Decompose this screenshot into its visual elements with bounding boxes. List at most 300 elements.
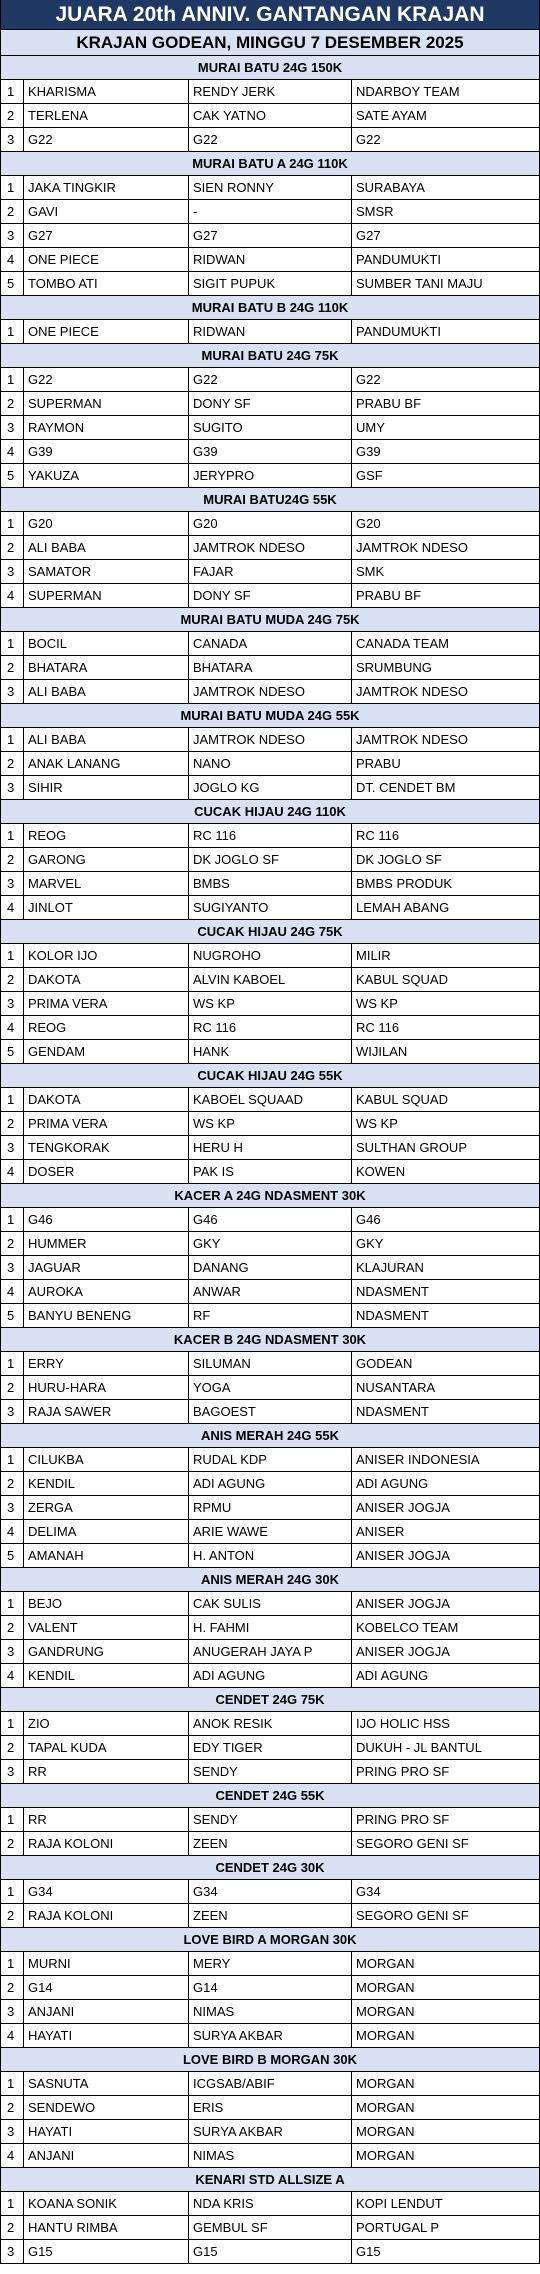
class-list	[1, 56, 539, 2264]
team-cell: SEGORO GENI SF	[356, 1836, 469, 1851]
bird-name-cell: DOSER	[24, 1160, 189, 1183]
bird-name-cell: MURNI	[24, 1952, 189, 1975]
class-header: LOVE BIRD B MORGAN 30K	[1, 2048, 539, 2072]
rank-cell: 3	[1, 2000, 24, 2023]
owner-cell: GKY	[189, 1232, 352, 1255]
team-cell: RC 116	[356, 828, 400, 843]
owner-cell: SUGIYANTO	[189, 896, 352, 919]
owner-cell: G20	[189, 512, 352, 535]
owner-cell: ARIE WAWE	[189, 1520, 352, 1543]
owner-cell: ZEEN	[189, 1904, 352, 1927]
team-cell: SRUMBUNG	[356, 660, 432, 675]
class-header: CENDET 24G 55K	[1, 1784, 539, 1808]
bird-name-cell: BEJO	[24, 1592, 189, 1615]
table-row	[1, 752, 539, 776]
team-cell: NDARBOY TEAM	[356, 84, 460, 99]
rank-cell: 4	[1, 1160, 24, 1183]
bird-name-cell: GARONG	[24, 848, 189, 871]
rank-cell: 3	[1, 776, 24, 799]
class-header: CENDET 24G 75K	[1, 1688, 539, 1712]
owner-cell: YOGA	[189, 1376, 352, 1399]
team-cell: MORGAN	[356, 2124, 415, 2139]
table-row	[1, 2144, 539, 2168]
rank-cell: 2	[1, 752, 24, 775]
table-row	[1, 1376, 539, 1400]
owner-cell: G46	[189, 1208, 352, 1231]
table-row	[1, 1040, 539, 1064]
rank-cell: 4	[1, 1664, 24, 1687]
team-cell: DUKUH - JL BANTUL	[356, 1740, 482, 1755]
rank-cell: 3	[1, 1760, 24, 1783]
table-row	[1, 1592, 539, 1616]
table-row	[1, 1736, 539, 1760]
class-header: MURAI BATU 24G 75K	[1, 344, 539, 368]
owner-cell: JAMTROK NDESO	[189, 536, 352, 559]
owner-cell: ADI AGUNG	[189, 1472, 352, 1495]
table-row	[1, 1256, 539, 1280]
bird-name-cell: ALI BABA	[24, 728, 189, 751]
table-row	[1, 680, 539, 704]
bird-name-cell: JINLOT	[24, 896, 189, 919]
team-cell: PANDUMUKTI	[356, 252, 441, 267]
rank-cell: 4	[1, 584, 24, 607]
team-cell: NDASMENT	[356, 1284, 429, 1299]
bird-name-cell: VALENT	[24, 1616, 189, 1639]
bird-name-cell: G22	[24, 368, 189, 391]
team-cell: NDASMENT	[356, 1404, 429, 1419]
owner-cell: RF	[189, 1304, 352, 1327]
table-row	[1, 248, 539, 272]
team-cell: NUSANTARA	[356, 1380, 436, 1395]
class-header: CUCAK HIJAU 24G 75K	[1, 920, 539, 944]
team-cell: G27	[356, 228, 381, 243]
bird-name-cell: JAGUAR	[24, 1256, 189, 1279]
owner-cell: BHATARA	[189, 656, 352, 679]
bird-name-cell: KENDIL	[24, 1472, 189, 1495]
owner-cell: DK JOGLO SF	[189, 848, 352, 871]
table-row	[1, 1880, 539, 1904]
bird-name-cell: SENDEWO	[24, 2096, 189, 2119]
owner-cell: FAJAR	[189, 560, 352, 583]
table-row	[1, 632, 539, 656]
table-row	[1, 512, 539, 536]
table-row	[1, 2192, 539, 2216]
rank-cell: 1	[1, 1208, 24, 1231]
team-cell: GKY	[356, 1236, 384, 1251]
team-cell: PRING PRO SF	[356, 1812, 450, 1827]
owner-cell: RIDWAN	[189, 248, 352, 271]
team-cell: MORGAN	[356, 2076, 415, 2091]
rank-cell: 3	[1, 1256, 24, 1279]
table-row	[1, 80, 539, 104]
owner-cell: G27	[189, 224, 352, 247]
team-cell: KOWEN	[356, 1164, 406, 1179]
table-row	[1, 1952, 539, 1976]
owner-cell: KABOEL SQUAAD	[189, 1088, 352, 1111]
table-row	[1, 224, 539, 248]
owner-cell: SIGIT PUPUK	[189, 272, 352, 295]
team-cell: SULTHAN GROUP	[356, 1140, 467, 1155]
rank-cell: 1	[1, 1952, 24, 1975]
table-row	[1, 968, 539, 992]
bird-name-cell: TERLENA	[24, 104, 189, 127]
owner-cell: NANO	[189, 752, 352, 775]
bird-name-cell: G34	[24, 1880, 189, 1903]
team-cell: ANISER JOGJA	[356, 1596, 450, 1611]
rank-cell: 4	[1, 896, 24, 919]
table-row	[1, 872, 539, 896]
owner-cell: RUDAL KDP	[189, 1448, 352, 1471]
rank-cell: 3	[1, 680, 24, 703]
owner-cell: ANUGERAH JAYA P	[189, 1640, 352, 1663]
bird-name-cell: ANJANI	[24, 2144, 189, 2167]
team-cell: ADI AGUNG	[356, 1476, 429, 1491]
bird-name-cell: ALI BABA	[24, 680, 189, 703]
bird-name-cell: KOANA SONIK	[24, 2192, 189, 2215]
rank-cell: 3	[1, 992, 24, 1015]
team-cell: SURABAYA	[356, 180, 425, 195]
table-row	[1, 416, 539, 440]
bird-name-cell: REOG	[24, 824, 189, 847]
owner-cell: G22	[189, 368, 352, 391]
table-row	[1, 2024, 539, 2048]
team-cell: DT. CENDET BM	[356, 780, 456, 795]
owner-cell: SURYA AKBAR	[189, 2024, 352, 2047]
table-row	[1, 1832, 539, 1856]
table-row	[1, 176, 539, 200]
bird-name-cell: ANJANI	[24, 2000, 189, 2023]
owner-cell: JOGLO KG	[189, 776, 352, 799]
bird-name-cell: MARVEL	[24, 872, 189, 895]
bird-name-cell: BOCIL	[24, 632, 189, 655]
bird-name-cell: AMANAH	[24, 1544, 189, 1567]
owner-cell: H. ANTON	[189, 1544, 352, 1567]
bird-name-cell: DAKOTA	[24, 968, 189, 991]
bird-name-cell: TENGKORAK	[24, 1136, 189, 1159]
rank-cell: 3	[1, 1496, 24, 1519]
bird-name-cell: JAKA TINGKIR	[24, 176, 189, 199]
owner-cell: JAMTROK NDESO	[189, 680, 352, 703]
bird-name-cell: SIHIR	[24, 776, 189, 799]
rank-cell: 1	[1, 176, 24, 199]
rank-cell: 1	[1, 632, 24, 655]
bird-name-cell: ONE PIECE	[24, 320, 189, 343]
owner-cell: CAK YATNO	[189, 104, 352, 127]
rank-cell: 2	[1, 1112, 24, 1135]
rank-cell: 1	[1, 1808, 24, 1831]
owner-cell: ICGSAB/ABIF	[189, 2072, 352, 2095]
bird-name-cell: PRIMA VERA	[24, 1112, 189, 1135]
bird-name-cell: HAYATI	[24, 2024, 189, 2047]
rank-cell: 2	[1, 1736, 24, 1759]
table-row	[1, 2096, 539, 2120]
bird-name-cell: G27	[24, 224, 189, 247]
rank-cell: 1	[1, 1712, 24, 1735]
bird-name-cell: SAMATOR	[24, 560, 189, 583]
rank-cell: 1	[1, 2192, 24, 2215]
team-cell: PRABU	[356, 756, 401, 771]
bird-name-cell: G22	[24, 128, 189, 151]
bird-name-cell: KOLOR IJO	[24, 944, 189, 967]
class-header: ANIS MERAH 24G 30K	[1, 1568, 539, 1592]
bird-name-cell: HAYATI	[24, 2120, 189, 2143]
owner-cell: DANANG	[189, 1256, 352, 1279]
table-row	[1, 2000, 539, 2024]
team-cell: MORGAN	[356, 2148, 415, 2163]
team-cell: WS KP	[356, 1116, 398, 1131]
bird-name-cell: RAYMON	[24, 416, 189, 439]
owner-cell: SENDY	[189, 1808, 352, 1831]
owner-cell: NDA KRIS	[189, 2192, 352, 2215]
class-header: LOVE BIRD A MORGAN 30K	[1, 1928, 539, 1952]
team-cell: SEGORO GENI SF	[356, 1908, 469, 1923]
table-row	[1, 1448, 539, 1472]
rank-cell: 2	[1, 104, 24, 127]
rank-cell: 2	[1, 1976, 24, 1999]
team-cell: MORGAN	[356, 1956, 415, 1971]
table-row	[1, 2216, 539, 2240]
bird-name-cell: TOMBO ATI	[24, 272, 189, 295]
team-cell: MILIR	[356, 948, 391, 963]
bird-name-cell: ONE PIECE	[24, 248, 189, 271]
bird-name-cell: ERRY	[24, 1352, 189, 1375]
table-row	[1, 944, 539, 968]
team-cell: G22	[356, 372, 381, 387]
table-row	[1, 1976, 539, 2000]
team-cell: G46	[356, 1212, 381, 1227]
owner-cell: BAGOEST	[189, 1400, 352, 1423]
bird-name-cell: YAKUZA	[24, 464, 189, 487]
rank-cell: 1	[1, 512, 24, 535]
table-row	[1, 2240, 539, 2264]
team-cell: WS KP	[356, 996, 398, 1011]
owner-cell: CAK SULIS	[189, 1592, 352, 1615]
class-header: MURAI BATU MUDA 24G 55K	[1, 704, 539, 728]
table-row	[1, 1232, 539, 1256]
team-cell: G20	[356, 516, 381, 531]
bird-name-cell: SUPERMAN	[24, 392, 189, 415]
rank-cell: 2	[1, 1472, 24, 1495]
owner-cell: ALVIN KABOEL	[189, 968, 352, 991]
rank-cell: 4	[1, 1520, 24, 1543]
bird-name-cell: RAJA KOLONI	[24, 1904, 189, 1927]
page-title: JUARA 20th ANNIV. GANTANGAN KRAJAN	[1, 0, 539, 30]
owner-cell: NIMAS	[189, 2000, 352, 2023]
bird-name-cell: RAJA KOLONI	[24, 1832, 189, 1855]
rank-cell: 5	[1, 1040, 24, 1063]
rank-cell: 4	[1, 2144, 24, 2167]
bird-name-cell: DELIMA	[24, 1520, 189, 1543]
table-row	[1, 200, 539, 224]
rank-cell: 1	[1, 1592, 24, 1615]
team-cell: KLAJURAN	[356, 1260, 424, 1275]
bird-name-cell: KHARISMA	[24, 80, 189, 103]
rank-cell: 2	[1, 536, 24, 559]
rank-cell: 1	[1, 728, 24, 751]
owner-cell: ERIS	[189, 2096, 352, 2119]
table-row	[1, 1664, 539, 1688]
rank-cell: 1	[1, 1880, 24, 1903]
class-header: MURAI BATU 24G 150K	[1, 56, 539, 80]
class-header: MURAI BATU24G 55K	[1, 488, 539, 512]
rank-cell: 1	[1, 1448, 24, 1471]
owner-cell: ZEEN	[189, 1832, 352, 1855]
rank-cell: 3	[1, 872, 24, 895]
rank-cell: 1	[1, 1352, 24, 1375]
team-cell: WIJILAN	[356, 1044, 408, 1059]
bird-name-cell: RR	[24, 1808, 189, 1831]
owner-cell: GEMBUL SF	[189, 2216, 352, 2239]
team-cell: ANISER	[356, 1524, 405, 1539]
rank-cell: 1	[1, 824, 24, 847]
bird-name-cell: BANYU BENENG	[24, 1304, 189, 1327]
class-header: KACER A 24G NDASMENT 30K	[1, 1184, 539, 1208]
table-row	[1, 1640, 539, 1664]
rank-cell: 3	[1, 224, 24, 247]
class-header: ANIS MERAH 24G 55K	[1, 1424, 539, 1448]
table-row	[1, 1208, 539, 1232]
owner-cell: SIEN RONNY	[189, 176, 352, 199]
rank-cell: 5	[1, 272, 24, 295]
owner-cell: G14	[189, 1976, 352, 1999]
owner-cell: RIDWAN	[189, 320, 352, 343]
table-row	[1, 992, 539, 1016]
team-cell: PANDUMUKTI	[356, 324, 441, 339]
table-row	[1, 1808, 539, 1832]
rank-cell: 2	[1, 968, 24, 991]
table-row	[1, 1112, 539, 1136]
team-cell: DK JOGLO SF	[356, 852, 442, 867]
owner-cell: JAMTROK NDESO	[189, 728, 352, 751]
team-cell: G39	[356, 444, 381, 459]
rank-cell: 2	[1, 1832, 24, 1855]
owner-cell: H. FAHMI	[189, 1616, 352, 1639]
table-row	[1, 1520, 539, 1544]
team-cell: PRABU BF	[356, 396, 422, 411]
table-row	[1, 536, 539, 560]
table-row	[1, 464, 539, 488]
rank-cell: 2	[1, 656, 24, 679]
table-row	[1, 1304, 539, 1328]
team-cell: IJO HOLIC HSS	[356, 1716, 450, 1731]
bird-name-cell: GAVI	[24, 200, 189, 223]
class-header: CUCAK HIJAU 24G 55K	[1, 1064, 539, 1088]
rank-cell: 1	[1, 1088, 24, 1111]
rank-cell: 3	[1, 128, 24, 151]
rank-cell: 3	[1, 416, 24, 439]
owner-cell: NUGROHO	[189, 944, 352, 967]
table-row	[1, 1496, 539, 1520]
table-row	[1, 1904, 539, 1928]
team-cell: SMSR	[356, 204, 394, 219]
rank-cell: 5	[1, 1544, 24, 1567]
table-row	[1, 272, 539, 296]
owner-cell: JERYPRO	[189, 464, 352, 487]
rank-cell: 2	[1, 2216, 24, 2239]
owner-cell: -	[189, 200, 352, 223]
team-cell: SUMBER TANI MAJU	[356, 276, 483, 291]
team-cell: ANISER JOGJA	[356, 1500, 450, 1515]
table-row	[1, 1016, 539, 1040]
rank-cell: 3	[1, 2120, 24, 2143]
team-cell: SMK	[356, 564, 385, 579]
bird-name-cell: KENDIL	[24, 1664, 189, 1687]
rank-cell: 2	[1, 1376, 24, 1399]
bird-name-cell: PRIMA VERA	[24, 992, 189, 1015]
owner-cell: G15	[189, 2240, 352, 2263]
bird-name-cell: GANDRUNG	[24, 1640, 189, 1663]
bird-name-cell: RAJA SAWER	[24, 1400, 189, 1423]
bird-name-cell: G39	[24, 440, 189, 463]
owner-cell: ADI AGUNG	[189, 1664, 352, 1687]
rank-cell: 2	[1, 848, 24, 871]
bird-name-cell: SASNUTA	[24, 2072, 189, 2095]
owner-cell: HERU H	[189, 1136, 352, 1159]
team-cell: ANISER JOGJA	[356, 1644, 450, 1659]
table-row	[1, 896, 539, 920]
table-row	[1, 1400, 539, 1424]
table-row	[1, 1136, 539, 1160]
class-header: CUCAK HIJAU 24G 110K	[1, 800, 539, 824]
bird-name-cell: CILUKBA	[24, 1448, 189, 1471]
table-row	[1, 584, 539, 608]
table-row	[1, 440, 539, 464]
owner-cell: G22	[189, 128, 352, 151]
team-cell: MORGAN	[356, 2028, 415, 2043]
team-cell: KOBELCO TEAM	[356, 1620, 459, 1635]
table-row	[1, 104, 539, 128]
team-cell: PRABU BF	[356, 588, 422, 603]
owner-cell: ANWAR	[189, 1280, 352, 1303]
rank-cell: 1	[1, 368, 24, 391]
table-row	[1, 1352, 539, 1376]
table-row	[1, 824, 539, 848]
team-cell: ANISER JOGJA	[356, 1548, 450, 1563]
table-row	[1, 848, 539, 872]
table-row	[1, 1616, 539, 1640]
team-cell: JAMTROK NDESO	[356, 540, 468, 555]
bird-name-cell: GENDAM	[24, 1040, 189, 1063]
rank-cell: 2	[1, 2096, 24, 2119]
owner-cell: EDY TIGER	[189, 1736, 352, 1759]
team-cell: NDASMENT	[356, 1308, 429, 1323]
rank-cell: 1	[1, 2072, 24, 2095]
rank-cell: 3	[1, 1400, 24, 1423]
team-cell: G15	[356, 2244, 381, 2259]
table-row	[1, 368, 539, 392]
table-row	[1, 728, 539, 752]
bird-name-cell: HURU-HARA	[24, 1376, 189, 1399]
bird-name-cell: RR	[24, 1760, 189, 1783]
table-row	[1, 2072, 539, 2096]
team-cell: KOPI LENDUT	[356, 2196, 443, 2211]
class-header: CENDET 24G 30K	[1, 1856, 539, 1880]
bird-name-cell: G14	[24, 1976, 189, 1999]
bird-name-cell: ZIO	[24, 1712, 189, 1735]
team-cell: GSF	[356, 468, 383, 483]
team-cell: JAMTROK NDESO	[356, 732, 468, 747]
rank-cell: 4	[1, 2024, 24, 2047]
rank-cell: 4	[1, 1280, 24, 1303]
class-header: MURAI BATU B 24G 110K	[1, 296, 539, 320]
owner-cell: G39	[189, 440, 352, 463]
table-row	[1, 1280, 539, 1304]
team-cell: PRING PRO SF	[356, 1764, 450, 1779]
owner-cell: BMBS	[189, 872, 352, 895]
event-subtitle: KRAJAN GODEAN, MINGGU 7 DESEMBER 2025	[1, 30, 539, 56]
rank-cell: 4	[1, 248, 24, 271]
owner-cell: SILUMAN	[189, 1352, 352, 1375]
